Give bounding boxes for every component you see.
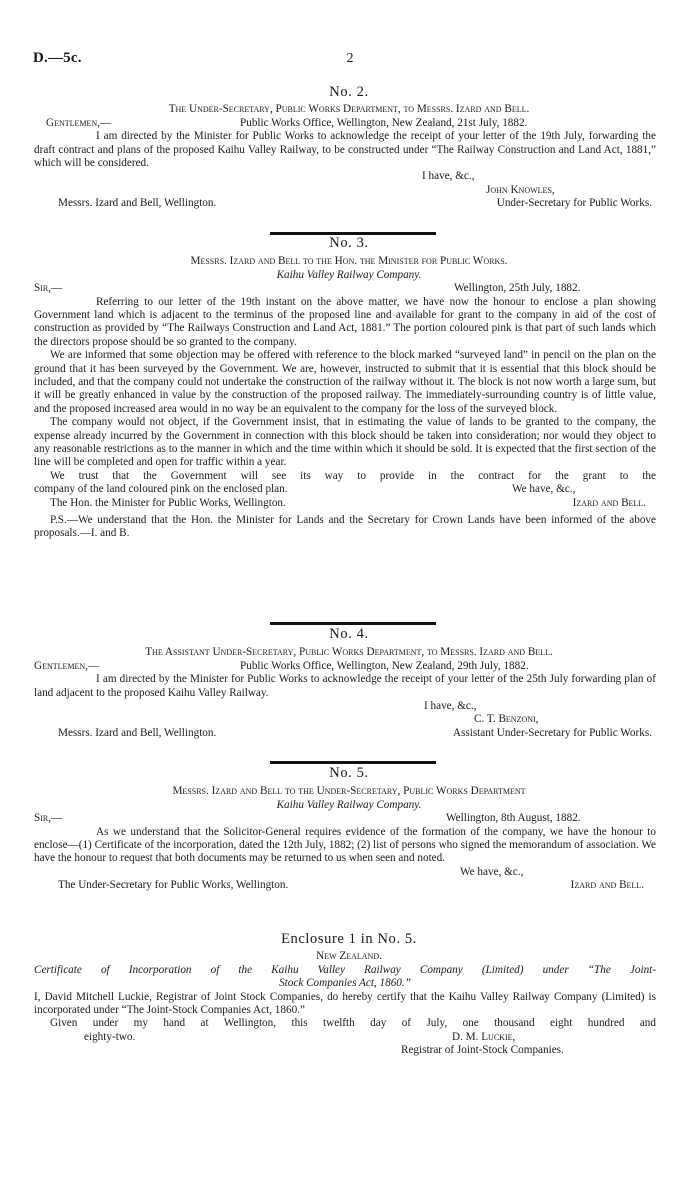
- paragraph-2: We are informed that some objection may be offered with reference to the block marked “surveyed land” in pencil on the plan on the ground that it has been surveyed by the Government. We are, however, instructed to submit that it is essential that this block should be included, and that the company could not undertake the construction of the railway without it. The block is not now worth a large sum, but it will be greatly enhanced in value by the construction of the proposed railway. The immediately-surrounding country is of little value, and the proposed increased area would in no way be an equivalent to the company for the loss of the surveyed block.: [34, 349, 656, 415]
- letter-title: Messrs. Izard and Bell to the Hon. the Minister for Public Works.: [190, 255, 508, 268]
- letter-heading: No. 3.: [329, 235, 369, 251]
- signatory-title: Registrar of Joint-Stock Companies.: [401, 1044, 564, 1057]
- closing: I have, &c.,: [424, 700, 477, 713]
- letter-body: As we understand that the Solicitor-General requires evidence of the formation of the company, we have the honour to enclose—(1) Certificate of the incorporation, dated the 12th July, 1882; (2) list of persons who signed the memorandum of association. We have the honour to request that both documents may be returned to us when seen and noted.: [34, 825, 656, 865]
- paragraph-1: Referring to our letter of the 19th instant on the above matter, we have now the honour to enclose a plan showing Government land which is adjacent to the terminus of the proposed line and available for grant to the company in aid of the cost of construction as provided by “The Railways Construction and Land Act, 1881.” The portion coloured pink is that part of such lands which the directors propose should be so granted to the company.: [34, 295, 656, 348]
- addressee: Messrs. Izard and Bell, Wellington.: [58, 197, 217, 210]
- letter-body: I am directed by the Minister for Public Works to acknowledge the receipt of your letter of the 19th July, forwarding the draft contract and plans of the proposed Kaihu Valley Railway, to be constructed under “The Railway Construction and Land Act, 1881,” which will be considered.: [34, 130, 656, 170]
- letter-subtitle: Kaihu Valley Railway Company.: [276, 268, 422, 281]
- letter-title: Messrs. Izard and Bell to the Under-Secretary, Public Works Department: [172, 785, 526, 798]
- place-date: Public Works Office, Wellington, New Zealand, 29th July, 1882.: [240, 659, 529, 672]
- signature: D. M. Luckie,: [452, 1030, 516, 1043]
- place-date: Wellington, 8th August, 1882.: [446, 812, 581, 825]
- enclosure-1-in-no-5: [34, 931, 656, 1058]
- document-reference: D.—5c.: [33, 50, 82, 66]
- signatory-title: Under-Secretary for Public Works.: [496, 197, 652, 210]
- postscript: P.S.—We understand that the Hon. the Minister for Lands and the Secretary for Crown Lands have been informed of the above proposals.—I. and B.: [34, 514, 656, 540]
- enclosure-place: New Zealand.: [316, 950, 382, 963]
- letter-body: I am directed by the Minister for Public Works to acknowledge the receipt of your letter of the 25th July forwarding plan of land adjacent to the proposed Kaihu Valley Railway.: [34, 673, 656, 699]
- letter-title: The Assistant Under-Secretary, Public Works Department, to Messrs. Izard and Bell.: [145, 646, 553, 659]
- place-date: Wellington, 25th July, 1882.: [454, 282, 581, 295]
- letter-no-5: [34, 765, 656, 893]
- letter-heading: No. 4.: [329, 626, 369, 642]
- signature: John Knowles,: [486, 183, 555, 196]
- addressee: The Under-Secretary for Public Works, Wellington.: [58, 879, 289, 892]
- certificate-title: Certificate of Incorporation of the Kaihu Valley Railway Company (Limited) under “The Joint-: [34, 963, 656, 976]
- signature: Izard and Bell.: [572, 496, 646, 509]
- addressee: Messrs. Izard and Bell, Wellington.: [58, 726, 217, 739]
- signature: C. T. Benzoni,: [474, 713, 539, 726]
- certificate-title-end: Stock Companies Act, 1860.”: [279, 977, 411, 990]
- salutation: Gentlemen,—: [34, 659, 100, 672]
- salutation: Gentlemen,—: [46, 116, 112, 129]
- paragraph-3: The company would not object, if the Government insist, that in estimating the value of lands to be granted to the company, the expense already incurred by the Government in connection with this block should be taken into consideration; nor would they object to any reasonable restrictions as to the manner in which and the time within which it should be sold. It is expected that the first section of the line will be completed and open for traffic within a year.: [34, 416, 656, 469]
- closing: We have, &c.,: [512, 483, 576, 496]
- closing: I have, &c.,: [422, 170, 475, 183]
- paragraph-4-end: company of the land coloured pink on the enclosed plan.: [34, 483, 288, 496]
- page-number: 2: [346, 51, 354, 66]
- addressee: The Hon. the Minister for Public Works, Wellington.: [50, 496, 286, 509]
- letter-no-2: [34, 84, 656, 211]
- letter-heading: No. 2.: [329, 84, 369, 100]
- letter-no-4: [34, 626, 656, 740]
- letter-subtitle: Kaihu Valley Railway Company.: [276, 798, 422, 811]
- letter-no-3: [34, 235, 656, 541]
- section-divider: [270, 622, 436, 625]
- paragraph-4: We trust that the Government will see its way to provide in the contract for the grant to the: [50, 469, 656, 482]
- letter-title: The Under-Secretary, Public Works Department, to Messrs. Izard and Bell.: [168, 103, 530, 116]
- letter-heading: No. 5.: [329, 765, 369, 781]
- certificate-body: I, David Mitchell Luckie, Registrar of Joint Stock Companies, do hereby certify that the Kaihu Valley Railway Company (Limited) is incorporated under “The Joint-Stock Companies Act, 1860.”: [34, 990, 656, 1017]
- section-divider: [270, 761, 436, 764]
- given-under-hand: Given under my hand at Wellington, this twelfth day of July, one thousand eight hundred and: [50, 1017, 656, 1030]
- place-date: Public Works Office, Wellington, New Zealand, 21st July, 1882.: [240, 116, 528, 129]
- closing: We have, &c.,: [460, 865, 524, 878]
- signatory-title: Assistant Under-Secretary for Public Works.: [452, 726, 652, 739]
- signature: Izard and Bell.: [570, 879, 644, 892]
- salutation: Sir,—: [34, 282, 63, 295]
- salutation: Sir,—: [34, 812, 63, 825]
- enclosure-heading: Enclosure 1 in No. 5.: [281, 931, 417, 947]
- given-under-hand-end: eighty-two.: [84, 1030, 136, 1043]
